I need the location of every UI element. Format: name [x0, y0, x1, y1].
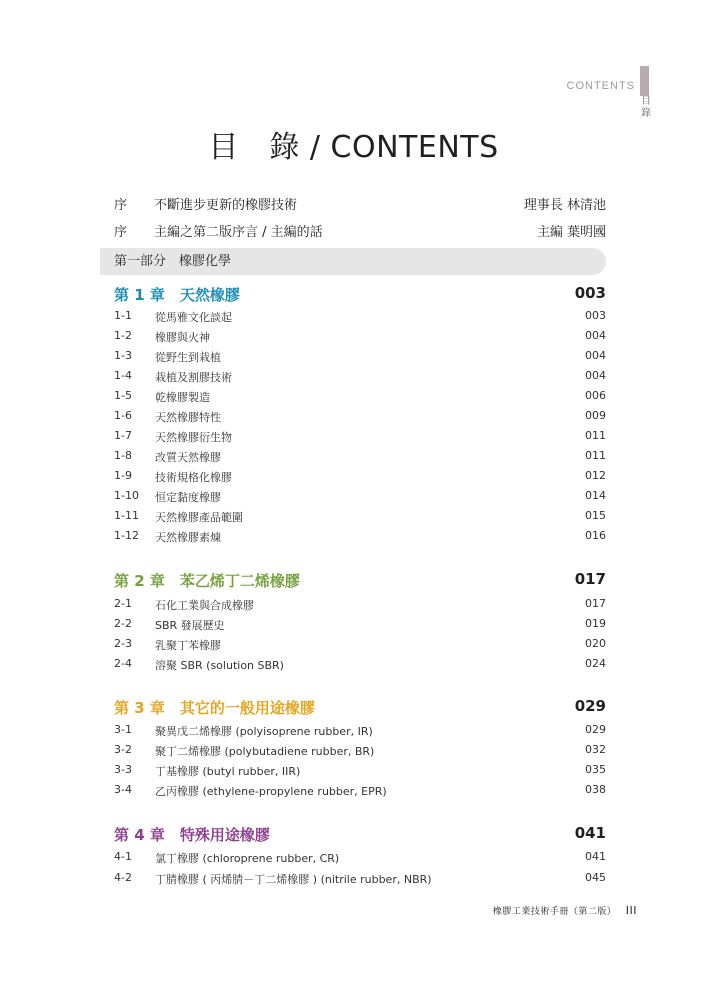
section-page: 016	[585, 529, 606, 542]
section-title: 栽植及割膠技術	[155, 371, 232, 384]
section-page: 024	[585, 657, 606, 670]
section-page: 006	[585, 389, 606, 402]
toc-entry[interactable]	[114, 617, 606, 633]
preface-author: 理事長 林清池	[523, 198, 606, 213]
section-page: 011	[585, 429, 606, 442]
chapter-page: 029	[574, 697, 606, 715]
section-number: 1-2	[114, 329, 132, 342]
toc-entry[interactable]	[114, 409, 606, 425]
section-number: 3-3	[114, 763, 132, 776]
section-title: 恒定黏度橡膠	[155, 491, 221, 504]
section-number: 1-6	[114, 409, 132, 422]
section-number: 1-1	[114, 309, 132, 322]
preface-row[interactable]	[114, 221, 606, 241]
section-page: 003	[585, 309, 606, 322]
chapter-page: 041	[574, 824, 606, 842]
chapter-title: 第 2 章 苯乙烯丁二烯橡膠	[114, 572, 300, 590]
toc-entry[interactable]	[114, 509, 606, 525]
toc-entry[interactable]	[114, 389, 606, 405]
section-page: 041	[585, 850, 606, 863]
section-number: 1-10	[114, 489, 139, 502]
section-page: 035	[585, 763, 606, 776]
section-page: 004	[585, 369, 606, 382]
section-number: 2-4	[114, 657, 132, 670]
section-title: 橡膠與火神	[155, 331, 210, 344]
section-number: 4-1	[114, 850, 132, 863]
section-page: 004	[585, 349, 606, 362]
chapter-heading[interactable]	[114, 824, 606, 846]
section-title: 聚丁二烯橡膠 (polybutadiene rubber, BR)	[155, 745, 375, 758]
section-title: 溶聚 SBR (solution SBR)	[155, 659, 284, 672]
toc-entry[interactable]	[114, 449, 606, 465]
toc-entry[interactable]	[114, 783, 606, 799]
toc-entry[interactable]	[114, 657, 606, 673]
chapter-page: 017	[574, 570, 606, 588]
section-page: 019	[585, 617, 606, 630]
section-number: 1-4	[114, 369, 132, 382]
section-title: 乳聚丁苯橡膠	[155, 639, 221, 652]
toc-entry[interactable]	[114, 743, 606, 759]
section-page: 038	[585, 783, 606, 796]
section-page: 020	[585, 637, 606, 650]
toc-entry[interactable]	[114, 723, 606, 739]
preface-mark: 序	[114, 198, 128, 213]
preface-row[interactable]	[114, 194, 606, 214]
section-title: 聚異戊二烯橡膠 (polyisoprene rubber, IR)	[155, 725, 373, 738]
section-number: 1-8	[114, 449, 132, 462]
toc-entry[interactable]	[114, 597, 606, 613]
section-page: 029	[585, 723, 606, 736]
section-number: 3-4	[114, 783, 132, 796]
toc-entry[interactable]	[114, 489, 606, 505]
chapter-heading[interactable]	[114, 570, 606, 592]
section-number: 2-1	[114, 597, 132, 610]
section-title: 丁基橡膠 (butyl rubber, IIR)	[155, 765, 301, 778]
section-number: 3-2	[114, 743, 132, 756]
section-number: 4-2	[114, 871, 132, 884]
section-number: 1-7	[114, 429, 132, 442]
section-page: 009	[585, 409, 606, 422]
section-title: 氯丁橡膠 (chloroprene rubber, CR)	[155, 852, 340, 865]
part-banner	[100, 248, 606, 275]
section-page: 014	[585, 489, 606, 502]
section-title: 從野生到栽植	[155, 351, 221, 364]
preface-author: 主編 葉明國	[536, 225, 606, 240]
chapter-page: 003	[574, 284, 606, 302]
section-title: 天然橡膠特性	[155, 411, 221, 424]
section-number: 1-12	[114, 529, 139, 542]
chapter-heading[interactable]	[114, 697, 606, 719]
toc-entry[interactable]	[114, 429, 606, 445]
part-label: 第一部分 橡膠化學	[114, 254, 232, 269]
section-title: 天然橡膠產品範圍	[155, 511, 243, 524]
preface-mark: 序	[114, 225, 128, 240]
toc-entry[interactable]	[114, 309, 606, 325]
footer-book-title: 橡膠工業技術手冊（第二版）	[492, 907, 617, 917]
section-title: 乙丙橡膠 (ethylene-propylene rubber, EPR)	[155, 785, 387, 798]
chapter-title: 第 3 章 其它的一般用途橡膠	[114, 699, 315, 717]
section-title: 丁腈橡膠 ( 丙烯腈－丁二烯橡膠 ) (nitrile rubber, NBR)	[155, 873, 432, 886]
section-title: 技術規格化橡膠	[155, 471, 232, 484]
page-title: 目 錄 / CONTENTS	[208, 130, 499, 165]
footer-page-number: III	[625, 904, 637, 917]
section-number: 1-9	[114, 469, 132, 482]
section-title: 天然橡膠衍生物	[155, 431, 232, 444]
header-contents-label: CONTENTS	[566, 80, 635, 92]
section-page: 015	[585, 509, 606, 522]
chapter-heading[interactable]	[114, 284, 606, 306]
header-vertical-label: 目錄	[641, 96, 651, 119]
toc-entry[interactable]	[114, 469, 606, 485]
section-title: 石化工業與合成橡膠	[155, 599, 254, 612]
section-number: 1-5	[114, 389, 132, 402]
section-page: 011	[585, 449, 606, 462]
toc-entry[interactable]	[114, 850, 606, 866]
toc-entry[interactable]	[114, 329, 606, 345]
section-title: 改質天然橡膠	[155, 451, 221, 464]
section-number: 3-1	[114, 723, 132, 736]
preface-title: 不斷進步更新的橡膠技術	[154, 198, 298, 213]
section-title: SBR 發展歷史	[155, 619, 225, 632]
section-page: 004	[585, 329, 606, 342]
toc-entry[interactable]	[114, 529, 606, 545]
section-number: 1-3	[114, 349, 132, 362]
toc-entry[interactable]	[114, 369, 606, 385]
chapter-title: 第 1 章 天然橡膠	[114, 286, 240, 304]
section-number: 2-3	[114, 637, 132, 650]
section-number: 2-2	[114, 617, 132, 630]
toc-entry[interactable]	[114, 871, 606, 887]
section-page: 045	[585, 871, 606, 884]
section-title: 天然橡膠素煉	[155, 531, 221, 544]
toc-entry[interactable]	[114, 349, 606, 365]
toc-entry[interactable]	[114, 637, 606, 653]
section-number: 1-11	[114, 509, 139, 522]
section-page: 012	[585, 469, 606, 482]
toc-entry[interactable]	[114, 763, 606, 779]
section-page: 032	[585, 743, 606, 756]
preface-title: 主編之第二版序言 / 主編的話	[154, 225, 323, 240]
section-page: 017	[585, 597, 606, 610]
section-title: 從馬雅文化談起	[155, 311, 232, 324]
chapter-title: 第 4 章 特殊用途橡膠	[114, 826, 270, 844]
header-accent-bar	[640, 66, 649, 96]
section-title: 乾橡膠製造	[155, 391, 210, 404]
page-footer	[493, 904, 637, 917]
